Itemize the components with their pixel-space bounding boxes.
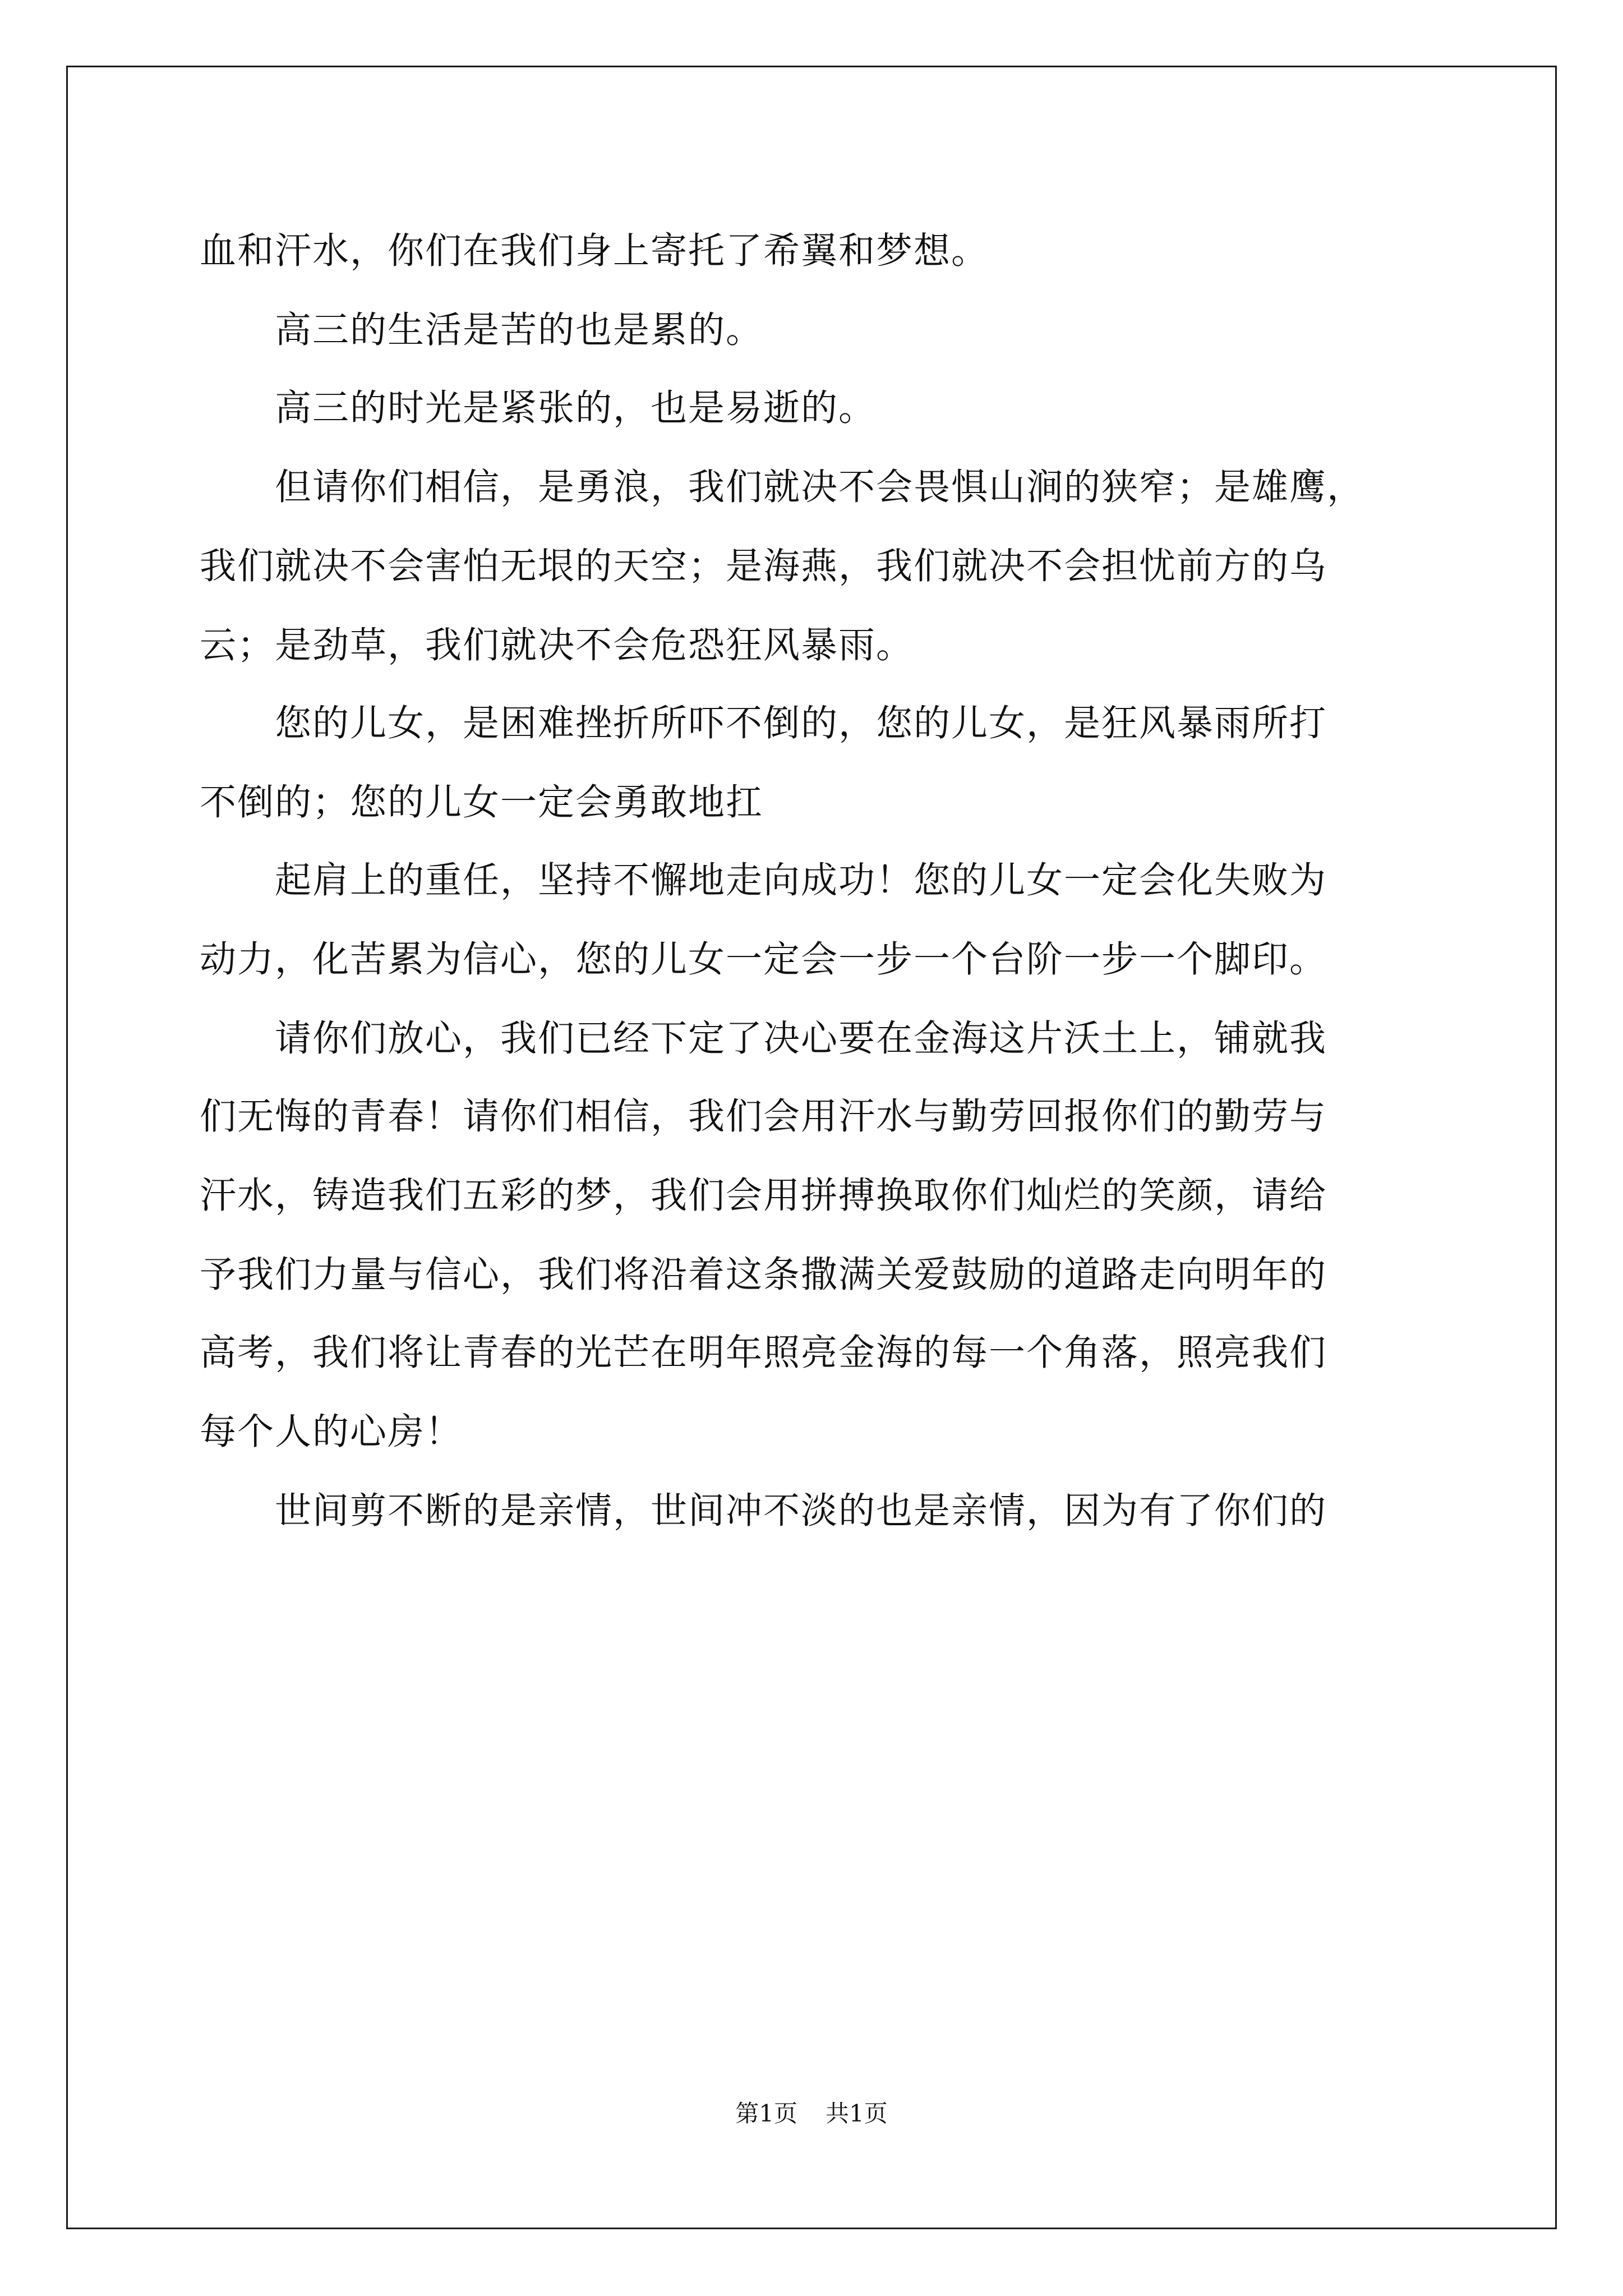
- page-total: 共1页: [826, 2100, 888, 2127]
- text-line: 汗水，铸造我们五彩的梦，我们会用拼搏换取你们灿烂的笑颜，请给: [200, 1175, 1327, 1217]
- text-line: 云；是劲草，我们就决不会危恐狂风暴雨。: [200, 624, 914, 666]
- text-line: 不倒的；您的儿女一定会勇敢地扛: [200, 781, 764, 823]
- text-line: 予我们力量与信心，我们将沿着这条撒满关爱鼓励的道路走向明年的: [200, 1254, 1327, 1296]
- text-line: 高三的生活是苦的也是累的。: [200, 309, 764, 351]
- text-line: 动力，化苦累为信心，您的儿女一定会一步一个台阶一步一个脚印。: [200, 938, 1327, 981]
- text-line: 们无悔的青春！请你们相信，我们会用汗水与勤劳回报你们的勤劳与: [200, 1096, 1327, 1138]
- text-line: 血和汗水，你们在我们身上寄托了希翼和梦想。: [200, 230, 989, 272]
- text-line: 每个人的心房！: [200, 1411, 463, 1453]
- page-number: 第1页: [735, 2100, 797, 2127]
- text-line: 高三的时光是紧张的，也是易逝的。: [200, 387, 877, 429]
- text-line: 世间剪不断的是亲情，世间冲不淡的也是亲情，因为有了你们的: [200, 1490, 1327, 1532]
- text-line: 但请你们相信，是勇浪，我们就决不会畏惧山涧的狭窄；是雄鹰，: [200, 466, 1365, 508]
- page-footer: [0, 2095, 1623, 2129]
- text-line: 请你们放心，我们已经下定了决心要在金海这片沃土上，铺就我: [200, 1018, 1327, 1060]
- text-line: 起肩上的重任，坚持不懈地走向成功！您的儿女一定会化失败为: [200, 859, 1327, 901]
- text-line: 高考，我们将让青春的光芒在明年照亮金海的每一个角落，照亮我们: [200, 1332, 1327, 1374]
- text-line: 您的儿女，是困难挫折所吓不倒的，您的儿女，是狂风暴雨所打: [200, 702, 1327, 744]
- text-line: 我们就决不会害怕无垠的天空；是海燕，我们就决不会担忧前方的乌: [200, 545, 1327, 587]
